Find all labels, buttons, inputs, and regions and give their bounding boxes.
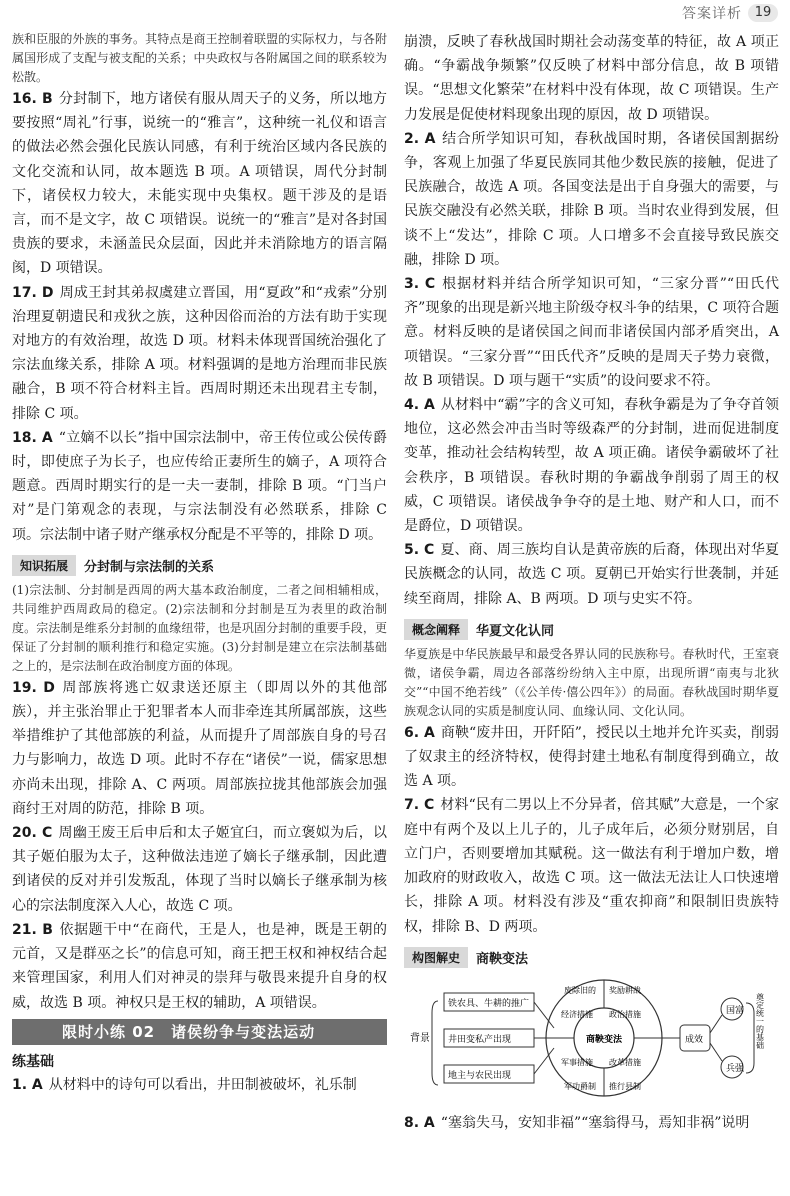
answer-text: “塞翁失马，安知非福”“塞翁得马，焉知非祸”说明 (440, 1114, 750, 1131)
box-name: 分封制与宗法制的关系 (84, 560, 215, 576)
box-tag: 概念阐释 (404, 619, 468, 640)
answer-number: 18. A (12, 429, 53, 446)
reform-diagram (404, 973, 779, 1103)
answer-text: 从材料中的诗句可以看出，井田制被破坏，礼乐制 (48, 1076, 357, 1093)
answer-number: 8. A (404, 1114, 435, 1131)
bracket-line (432, 1001, 438, 1085)
connector-line (710, 1043, 722, 1061)
answer-text: 商鞅“废井田，开阡陌”，授民以土地并允许买卖，削弱了奴隶主的经济特权，使得封建土地私有制度得到确立，故选 A 项。 (404, 724, 779, 790)
box-tag: 知识拓展 (12, 555, 76, 576)
outer-label: 奖励耕战 (609, 985, 641, 995)
diagram-center-label: 商鞅变法 (586, 1034, 623, 1045)
answer-number: 1. A (12, 1076, 43, 1093)
ring-label: 军事措施 (561, 1057, 593, 1067)
answer-text: “立嫡不以长”指中国宗法制中，帝王传位或公侯传爵时，即使庶子为长子，也应传给正妻所生的嫡子，A 项符合题意。西周时期实行的是一夫一妻制，排除 B 项。“门当户对”是门第观念的表现，与宗法制没有必然联系，排除 C 项。宗法制中诸子财产继承权分配是不平等的，排除 D 项。 (12, 429, 387, 543)
section-header: 限时小练 02 诸侯纷争与变法运动 (12, 1019, 387, 1045)
answer-text: 周幽王废王后申后和太子姬宜臼，而立褒姒为后，以其子姬伯服为太子，这种做法违逆了嫡长子继承制，因此遭到诸侯的反对并引发叛乱，体现了当时以嫡长子继承制为核心的宗法制度深入人心，故选 C 项。 (12, 825, 388, 914)
effect-label: 兵强 (726, 1063, 745, 1074)
answer-text: 从材料中“霸”字的含义可知，春秋争霸是为了争夺首领地位，这必然会冲击当时等级森严的分封制，进而促进制度变革，推动社会结构转型，故 A 项正确。诸侯争霸破坏了社会秩序，B 项错误。春秋时期的争霸战争削弱了周王的权威，C 项错误。诸侯战争争夺的是土地、财产和人口，而不是爵位，D 项错误。 (404, 397, 779, 535)
answer-8 (404, 1111, 779, 1135)
header-title: 答案详析 (682, 6, 742, 22)
outer-label: 军功爵制 (564, 1081, 596, 1091)
effects-label: 成效 (685, 1034, 704, 1045)
answer-2 (404, 127, 779, 272)
answer-1 (12, 1073, 387, 1097)
answer-number: 3. C (404, 276, 436, 293)
answer-number: 5. C (404, 542, 435, 559)
answer-number: 2. A (404, 130, 436, 147)
answer-6 (404, 721, 779, 794)
answer-number: 17. D (12, 284, 54, 301)
background-item-text: 地主与农民出现 (448, 1070, 512, 1081)
answer-18 (12, 426, 387, 547)
answer-text: 结合所学知识可知，春秋战国时期，各诸侯国割据纷争，客观上加强了华夏民族同其他少数民族的接触，促进了民族融合，故选 A 项。各国变法是出于自身强大的需要，与民族交融没有必然关联，排除 B 项。当时农业得到发展，但谈不上“发达”，排除 C 项。人口增多不会直接导致民族交融，排除 D 项。 (404, 130, 779, 268)
intro-paragraph: 族和臣服的外族的事务。其特点是商王控制着联盟的实际权力，与各附属国形成了支配与被支配的关系；中央政权与各附属国之间的联系较为松散。 (12, 32, 387, 84)
ring-label: 经济措施 (561, 1009, 593, 1019)
left-column (12, 30, 387, 1097)
connector-line (710, 1015, 722, 1033)
answer-5 (404, 538, 779, 611)
answer-text: 分封制下，地方诸侯有服从周天子的义务，所以地方要按照“周礼”行事，说统一的“雅言”，这种统一礼仪和语言的做法必然会强化民族认同感，有利于统治区域内各民族的文化交流和认同，故本题选 B 项。A 项错误，周代分封制下，诸侯权力较大，未能实现中央集权。题干涉及的是语言，而不是文字，故 C 项错误。说统一的“雅言”是对各封国贵族的要求，未涵盖民众层面，因此并未消除地方的语言隔阂，D 项错误。 (12, 91, 387, 277)
reform-diagram-svg (404, 973, 779, 1103)
page-number-badge: 19 (748, 4, 778, 22)
answer-number: 19. D (12, 679, 55, 696)
answer-text: 根据材料并结合所学知识可知，“三家分晋”“田氏代齐”现象的出现是新兴地主阶级夺权斗争的结果，C 项符合题意。材料反映的是诸侯国之间而非诸侯国内部矛盾突出，A 项错误。“三家分晋”“田氏代齐”反映的是周天子势力衰微，故 B 项错误。D 项与题干“实质”的设问要求不符。 (404, 276, 779, 389)
diagram-result-label: 奠定统一的基础 (755, 992, 765, 1049)
knowledge-box-title (12, 555, 387, 577)
answer-number: 21. B (12, 921, 53, 938)
answer-21 (12, 918, 387, 1015)
ring-label: 改革措施 (609, 1057, 641, 1067)
right-column (404, 30, 779, 1135)
diagram-box-title (404, 947, 779, 969)
answer-4 (404, 393, 779, 538)
answer-3 (404, 272, 779, 393)
answer-number: 6. A (404, 724, 435, 741)
page-header (0, 0, 790, 28)
background-item-text: 井田变私产出现 (448, 1034, 512, 1045)
answer-19 (12, 676, 387, 821)
answer-continued: 崩溃，反映了春秋战国时期社会动荡变革的特征，故 A 项正确。“争霸战争频繁”仅反映了材料中部分信息，故 B 项错误。“思想文化繁荣”在材料中没有体现，故 C 项错误。生产力发展是促使材料现象出现的原因，故 D 项错误。 (404, 34, 779, 123)
diagram-background-label: 背景 (410, 1032, 430, 1044)
answer-text: 依据题干中“在商代，王是人，也是神，既是王朝的元首，又是群巫之长”的信息可知，商王把王权和神权结合起来管理国家，利用人们对神灵的崇拜与敬畏来提升自身的权威，故选 B 项。神权只是王权的辅助，A 项错误。 (12, 921, 388, 1011)
subheading: 练基础 (12, 1053, 54, 1070)
answer-text: 周部族将逃亡奴隶送还原主（即周以外的其他部族），并主张治罪止于犯罪者本人而非牵连其所属部族，这些举措维护了其他部族的利益，从而提升了周部族自身的号召力与影响力，故选 D 项。此时不存在“诸侯”一说，儒家思想亦尚未出现，排除 A、C 两项。周部族拉拢其他部族会加强商纣王对周的防范，排除 B 项。 (12, 679, 387, 817)
outer-label: 推行县制 (609, 1081, 641, 1091)
answer-number: 4. A (404, 397, 435, 414)
knowledge-box-text: (1)宗法制、分封制是西周的两大基本政治制度，二者之间相辅相成，共同维护西周政局的稳定。(2)宗法制和分封制是互为表里的政治制度。宗法制是维系分封制的血缘纽带，也是巩固分封制的重要手段，更保证了分封制的顺利推行和稳定实施。(3)分封制是建立在宗法制基础之上的，是宗法制在政治制度方面的体现。 (12, 582, 387, 673)
answer-text: 周成王封其弟叔虞建立晋国，用“夏政”和“戎索”分别治理夏朝遗民和戎狄之族，这种因俗而治的方法有助于实现对地方的有效治理，故选 D 项。材料未体现晋国统治强化了宗法血缘关系，排除 A 项。材料强调的是地方治理而非民族融合，B 项不符合材料主旨。西周时期还未出现君主专制，排除 C 项。 (12, 284, 387, 422)
background-item-text: 铁农具、牛耕的推广 (448, 998, 530, 1009)
answer-number: 20. C (12, 825, 53, 842)
answer-16 (12, 87, 387, 281)
answer-text: 夏、商、周三族均自认是黄帝族的后裔，体现出对华夏民族概念的认同，故选 C 项。夏朝已开始实行世袭制，并延续至商周，排除 A、B 两项。D 项与史实不符。 (404, 542, 779, 607)
answer-number: 16. B (12, 91, 53, 107)
box-tag: 构图解史 (404, 947, 468, 968)
ring-label: 政治措施 (609, 1009, 641, 1019)
effect-label: 国富 (726, 1005, 745, 1016)
outer-label: 废除旧的 (564, 985, 596, 995)
concept-box-title (404, 619, 779, 641)
answer-number: 7. C (404, 797, 435, 814)
answer-20 (12, 821, 387, 918)
answer-text: 材料“民有二男以上不分异者，倍其赋”大意是，一个家庭中有两个及以上儿子的，儿子成年后，必须分财别居，自立门户，否则要增加其赋税。这一做法有利于增加户数，增加政府的财政收入，故选 C 项。这一做法无法让人口快速增长，排除 A 项。材料没有涉及“重农抑商”和限制旧贵族特权，排除 B、D 两项。 (404, 797, 779, 935)
concept-box-text: 华夏族是中华民族最早和最受各界认同的民族称号。春秋时代，王室衰微，诸侯争霸，周边各部落纷纷纳入主中原，出现所谓“南夷与北狄交”“中国不绝若线”（《公羊传·僖公四年》）的局面。春秋战国时期华夏族观念认同的实质是制度认同、血缘认同、文化认同。 (404, 646, 779, 718)
box-name: 华夏文化认同 (476, 624, 555, 640)
bracket-line (746, 1003, 754, 1073)
box-name: 商鞅变法 (476, 952, 529, 968)
answer-17 (12, 281, 387, 426)
answer-7 (404, 793, 779, 938)
